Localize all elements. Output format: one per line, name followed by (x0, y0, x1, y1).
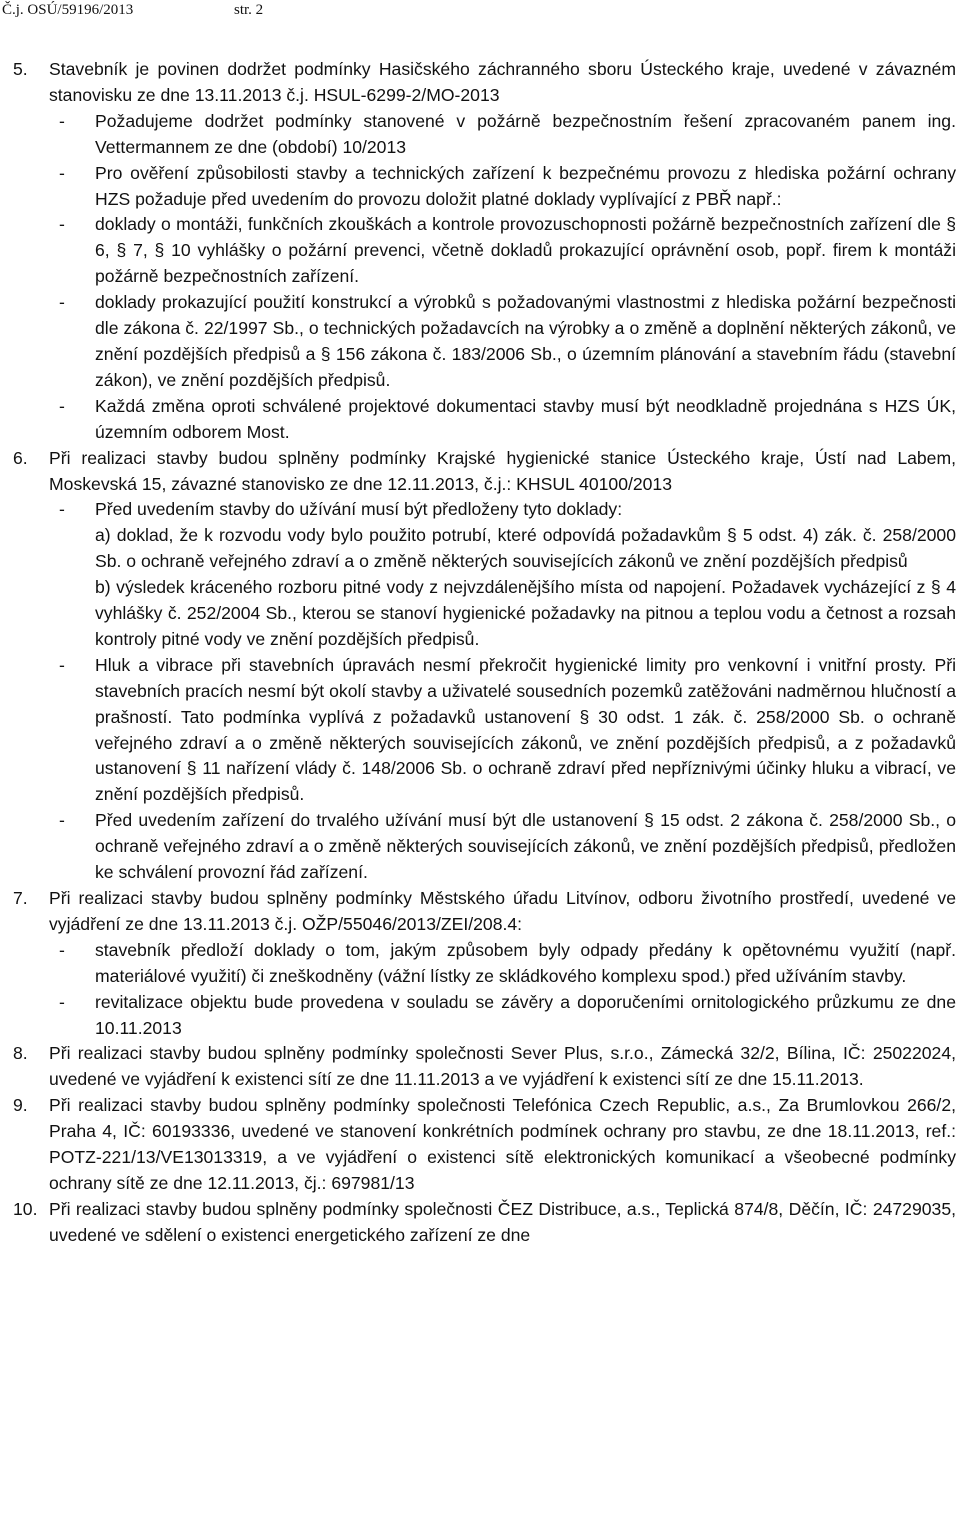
condition-text: Při realizaci stavby budou splněny podmínky společnosti Sever Plus, s.r.o., Zámecká 32/2, Bílina, IČ: 25022024, uvedené ve vyjádření k existenci sítí ze dne 11.11.2013 a ve vyjádření k existenci sítí ze dne 15.11.2013. (49, 1043, 956, 1090)
numbered-condition (10, 57, 956, 109)
condition-number: 9. (13, 1095, 28, 1116)
bullet-dash: - (59, 654, 65, 675)
numbered-condition (10, 1197, 956, 1249)
condition-text: Stavebník je povinen dodržet podmínky Hasičského záchranného sboru Ústeckého kraje, uvedené v závazném stanovisku ze dne 13.11.2013 č.j. HSUL-6299-2/MO-2013 (49, 59, 956, 105)
condition-number: 5. (13, 59, 28, 79)
bullet-dash: - (59, 991, 65, 1012)
bullet-item (10, 808, 956, 886)
numbered-condition (10, 1093, 956, 1197)
condition-number: 6. (13, 447, 28, 468)
bullet-text: doklady o montáži, funkčních zkouškách a kontrole provozuschopnosti požárně bezpečnostních zařízení dle § 6, § 7, § 10 vyhlášky o požární prevenci, včetně dokladů prokazující oprávnění osob, popř. firem k montáži požárně bezpečnostních zařízení. (95, 214, 956, 287)
numbered-condition (10, 1041, 956, 1093)
bullet-dash: - (59, 810, 65, 831)
bullet-text: revitalizace objektu bude provedena v souladu se závěry a doporučeními ornitologického průzkumu ze dne 10.11.2013 (95, 991, 956, 1038)
bullet-item (10, 161, 956, 213)
bullet-dash: - (59, 939, 65, 960)
bullet-item (10, 653, 956, 808)
bullet-text: Hluk a vibrace při stavebních úpravách nesmí překročit hygienické limity pro venkovní i vnitřní prosty. Při stavebních pracích nesmí být okolí stavby a uživatelé sousedních pozemků zatěžováni nadměrnou hlučností a prašností. Tato podmínka vyplívá z požadavků ustanovení § 30 odst. 1 zák. č. 258/2000 Sb. o ochraně veřejného zdraví a o změně některých souvisejících zákonů, ve znění pozdějších předpisů, a z požadavků ustanovení § 11 nařízení vlády č. 148/2006 Sb. o ochraně zdraví před nepříznivými účinky hluku a vibrací, ve znění pozdějších předpisů. (95, 654, 956, 805)
condition-number: 8. (13, 1043, 28, 1064)
condition-number: 10. (13, 1198, 38, 1219)
bullet-text: Pro ověření způsobilosti stavby a technických zařízení k bezpečnému provozu z hlediska požární ochrany HZS požaduje před uvedením do provozu doložit platné doklady vyplívající z PBŘ např.: (95, 162, 956, 209)
sub-paragraph: b) výsledek kráceného rozboru pitné vody z nejvzdálenějšího místa od napojení. Požadavek vycházející z § 4 vyhlášky č. 252/2004 Sb., kterou se stanoví hygienické požadavky na pitnou a teplou vodu a četnost a rozsah kontroly pitné vody ve znění pozdějších předpisů. (95, 577, 956, 649)
condition-text: Při realizaci stavby budou splněny podmínky Krajské hygienické stanice Ústeckého kraje, Ústí nad Labem, Moskevská 15, závazné stanovisko ze dne 12.11.2013, č.j.: KHSUL 40100/2013 (49, 447, 956, 494)
bullet-item (10, 212, 956, 290)
numbered-condition (10, 886, 956, 938)
bullet-dash: - (59, 292, 65, 313)
condition-text: Při realizaci stavby budou splněny podmínky společnosti Telefónica Czech Republic, a.s., Za Brumlovkou 266/2, Praha 4, IČ: 60193336, uvedené ve stanovení konkrétních podmínek ochrany pro stavbu, ze dne 18.11.2013, ref.: POTZ-221/13/VE13013319, a ve vyjádření o existenci sítě elektronických komunikací a všeobecné podmínky ochrany sítě ze dne 12.11.2013, čj.: 697981/13 (49, 1095, 956, 1193)
sub-paragraph: a) doklad, že k rozvodu vody bylo použito potrubí, které odpovídá požadavkům § 5 odst. 4) zák. č. 258/2000 Sb. o ochraně veřejného zdraví a o změně některých souvisejících zákonů ve znění pozdějších předpisů (95, 525, 956, 572)
bullet-item (10, 394, 956, 446)
document-body (10, 57, 956, 1249)
condition-number: 7. (13, 888, 28, 908)
bullet-text: Požadujeme dodržet podmínky stanovené v požárně bezpečnostním řešení zpracovaném panem ing. Vettermannem ze dne (období) 10/2013 (95, 110, 956, 157)
bullet-dash: - (59, 395, 65, 416)
bullet-dash: - (59, 499, 65, 520)
bullet-text: Před uvedením zařízení do trvalého užívání musí být dle ustanovení § 15 odst. 2 zákona č. 258/2000 Sb., o ochraně veřejného zdraví a o změně některých souvisejících zákonů, ve znění pozdějších předpisů, předložen ke schválení provozní řád zařízení. (95, 810, 956, 883)
bullet-item (10, 990, 956, 1042)
numbered-condition (10, 446, 956, 498)
reference-number: Č.j. OSÚ/59196/2013 (2, 2, 134, 18)
bullet-dash: - (59, 162, 65, 183)
bullet-text: doklady prokazující použití konstrukcí a výrobků s požadovanými vlastnostmi z hlediska požární bezpečnosti dle zákona č. 22/1997 Sb., o technických požadavcích na výrobky a o změně a doplnění některých zákonů, ve znění pozdějších předpisů a § 156 zákona č. 183/2006 Sb., o územním plánování a stavebním řádu (stavební zákon), ve znění pozdějších předpisů. (95, 292, 956, 390)
bullet-text: Před uvedením stavby do užívání musí být předloženy tyto doklady: (95, 499, 623, 520)
bullet-item (10, 497, 956, 523)
condition-text: Při realizaci stavby budou splněny podmínky společnosti ČEZ Distribuce, a.s., Teplická 874/8, Děčín, IČ: 24729035, uvedené ve sdělení o existenci energetického zařízení ze dne (49, 1198, 956, 1245)
condition-text: Při realizaci stavby budou splněny podmínky Městského úřadu Litvínov, odboru životního prostředí, uvedené ve vyjádření ze dne 13.11.2013 č.j. OŽP/55046/2013/ZEI/208.4: (49, 888, 956, 934)
bullet-text: Každá změna oproti schválené projektové dokumentaci stavby musí být neodkladně projednána s HZS ÚK, územním odborem Most. (95, 395, 956, 442)
bullet-item (10, 938, 956, 990)
bullet-dash: - (59, 110, 65, 131)
bullet-item (10, 290, 956, 394)
bullet-text: stavebník předloží doklady o tom, jakým způsobem byly odpady předány k opětovnému využití (např. materiálové využití) či zneškodněny (vážní lístky ze skládkového komplexu spod.) před užíváním stavby. (95, 939, 956, 986)
page-number: str. 2 (234, 2, 264, 18)
bullet-item (10, 109, 956, 161)
bullet-dash: - (59, 214, 65, 235)
page-header (0, 0, 960, 24)
